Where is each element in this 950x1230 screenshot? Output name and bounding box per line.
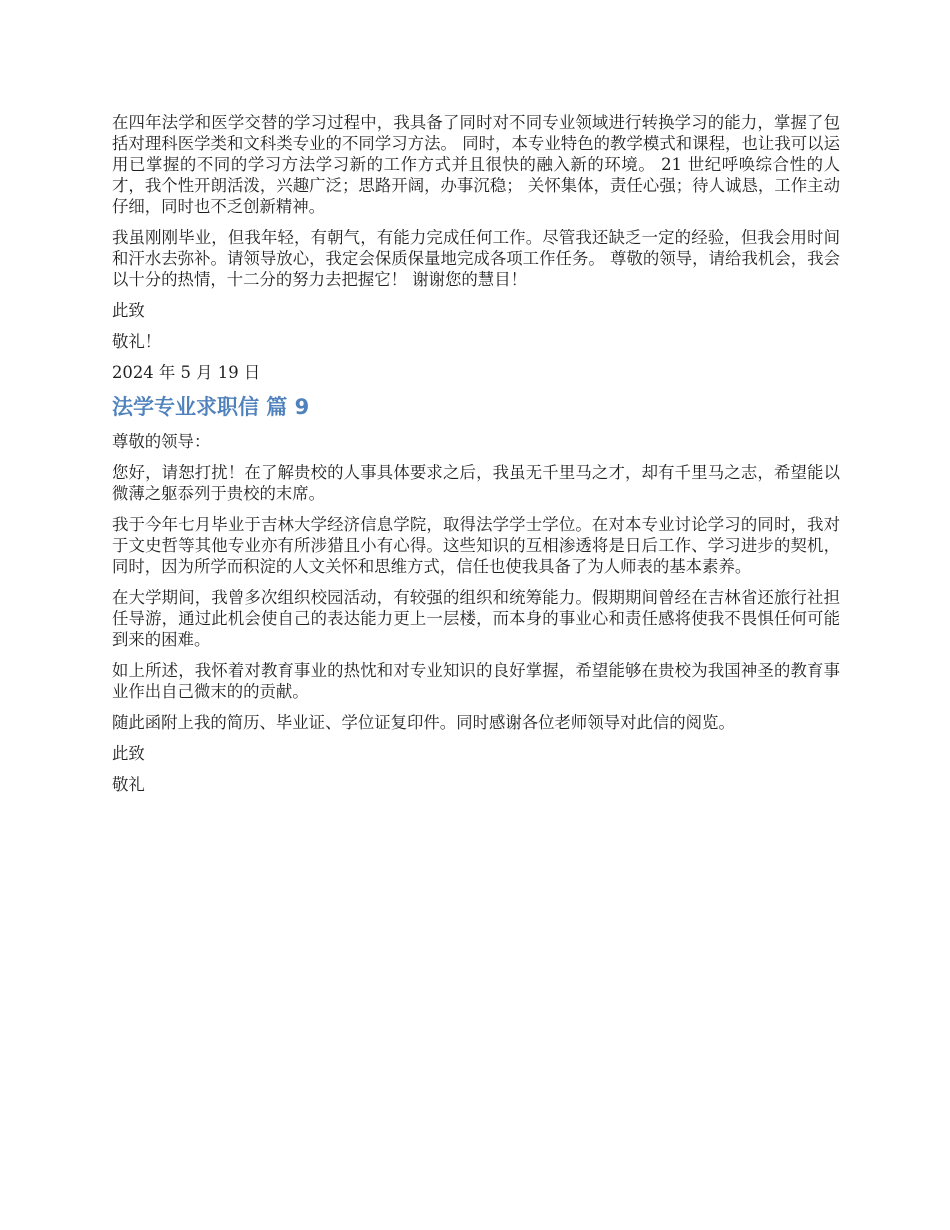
- closing-cizhi-2: 此致: [112, 744, 145, 763]
- paragraph-aspiration: 如上所述，我怀着对教育事业的热忱和对专业知识的良好掌握，希望能够在贵校为我国神圣的教育事业作出自己微末的的贡献。: [112, 661, 840, 701]
- letter-date: 2024 年 5 月 19 日: [112, 363, 261, 382]
- letter-greeting: 尊敬的领导：: [112, 432, 211, 451]
- closing-cizhi: 此致: [112, 301, 145, 320]
- document-page: [112, 112, 840, 805]
- paragraph-study-ability: 在四年法学和医学交替的学习过程中，我具备了同时对不同专业领域进行转换学习的能力，掌握了包括对理科医学类和文科类专业的不同学习方法。 同时，本专业特色的教学模式和课程，也让我可以运用已掌握的不同的学习方法学习新的工作方式并且很快的融入新的环境。 21 世纪呼唤综合性的人才，我个性开朗活泼，兴趣广泛；思路开阔，办事沉稳； 关怀集体，责任心强；待人诚恳，工作主动仔细，同时也不乏创新精神。: [112, 113, 840, 216]
- paragraph-intro: 您好，请恕打扰！在了解贵校的人事具体要求之后，我虽无千里马之才，却有千里马之志，希望能以微薄之躯忝列于贵校的末席。: [112, 463, 840, 503]
- paragraph-university-experience: 在大学期间，我曾多次组织校园活动，有较强的组织和统筹能力。假期期间曾经在吉林省还旅行社担任导游，通过此机会使自己的表达能力更上一层楼，而本身的事业心和责任感将使我不畏惧任何可能到来的困难。: [112, 588, 840, 649]
- paragraph-education: 我于今年七月毕业于吉林大学经济信息学院，取得法学学士学位。在对本专业讨论学习的同时，我对于文史哲等其他专业亦有所涉猎且小有心得。这些知识的互相渗透将是日后工作、学习进步的契机，同时，因为所学而积淀的人文关怀和思维方式，信任也使我具备了为人师表的基本素养。: [112, 515, 840, 576]
- section-heading: 法学专业求职信 篇 9: [112, 395, 310, 419]
- paragraph-commitment: 我虽刚刚毕业，但我年轻，有朝气，有能力完成任何工作。尽管我还缺乏一定的经验，但我会用时间和汗水去弥补。请领导放心，我定会保质保量地完成各项工作任务。 尊敬的领导，请给我机会，我会以十分的热情，十二分的努力去把握它！ 谢谢您的慧目！: [112, 228, 840, 289]
- closing-salute-2: 敬礼: [112, 775, 145, 794]
- closing-salute: 敬礼！: [112, 332, 162, 351]
- paragraph-attachments: 随此函附上我的简历、毕业证、学位证复印件。同时感谢各位老师领导对此信的阅览。: [112, 713, 735, 732]
